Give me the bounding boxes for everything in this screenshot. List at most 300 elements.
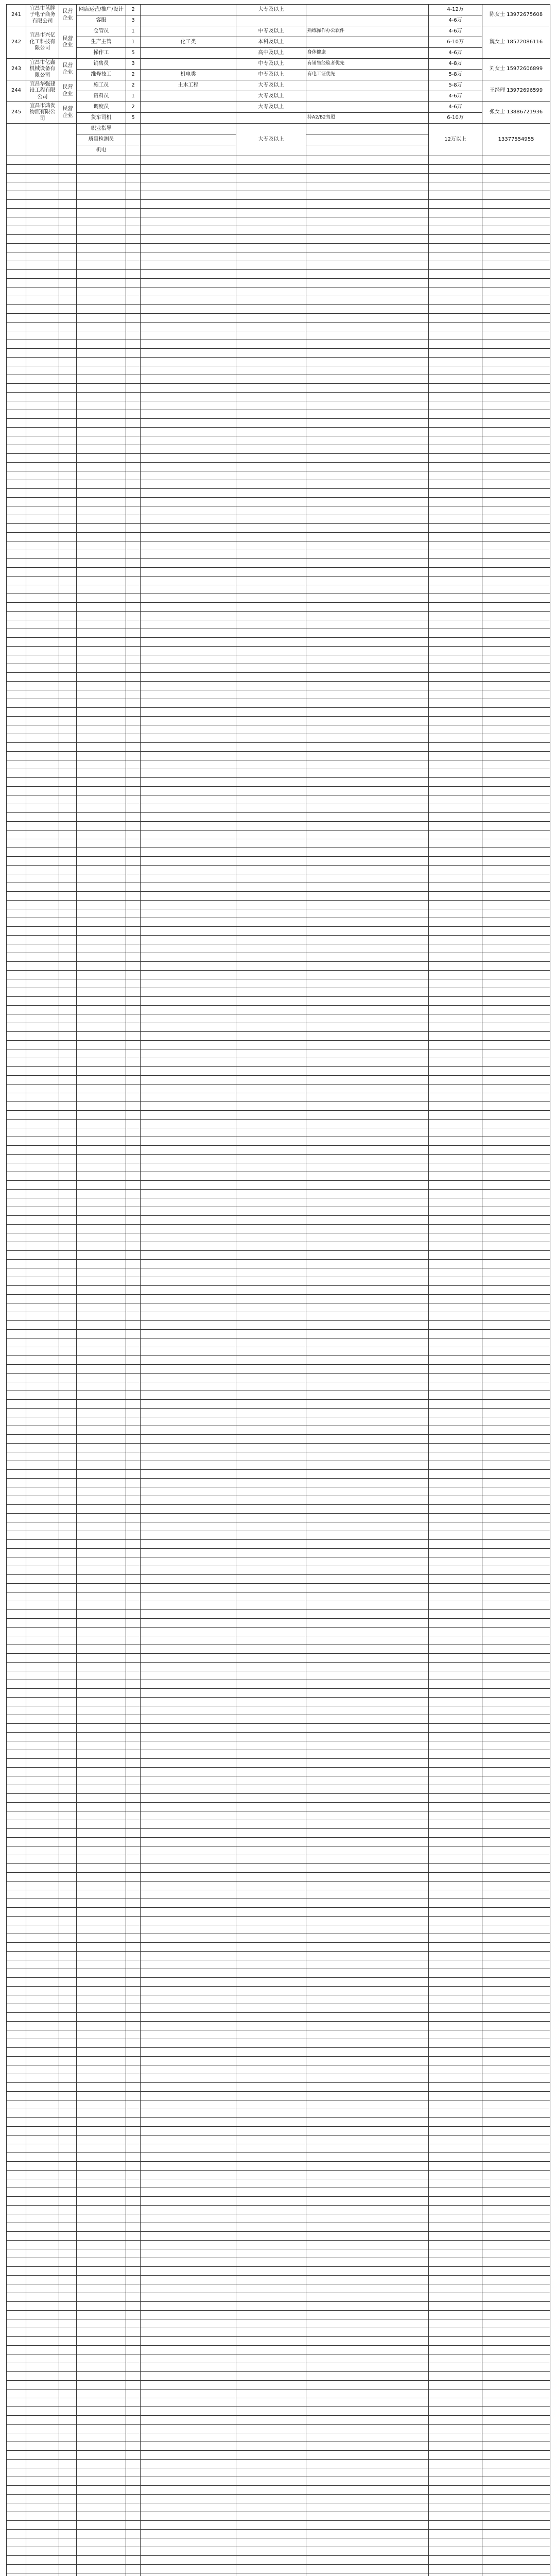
empty-cell — [429, 1960, 482, 1969]
empty-cell — [59, 2381, 77, 2389]
table-row — [7, 209, 550, 217]
table-row — [7, 2372, 550, 2381]
empty-cell — [306, 2565, 429, 2573]
empty-cell — [141, 1873, 236, 1882]
empty-cell — [59, 2538, 77, 2547]
empty-cell — [429, 848, 482, 857]
empty-cell — [7, 200, 26, 209]
empty-cell — [306, 1873, 429, 1882]
empty-cell — [141, 1706, 236, 1715]
empty-cell — [59, 498, 77, 506]
table-row — [7, 2241, 550, 2249]
empty-cell — [429, 1522, 482, 1531]
empty-cell — [429, 638, 482, 647]
empty-cell — [26, 655, 59, 664]
empty-cell — [77, 2389, 126, 2398]
empty-cell — [236, 2083, 306, 2092]
empty-cell — [7, 323, 26, 331]
table-row — [7, 1575, 550, 1584]
empty-cell — [126, 1741, 141, 1750]
empty-cell — [141, 2127, 236, 2136]
empty-cell — [236, 1076, 306, 1084]
empty-cell — [482, 1479, 550, 1487]
empty-cell — [77, 1908, 126, 1917]
empty-cell — [429, 769, 482, 778]
empty-cell — [141, 1496, 236, 1505]
empty-cell — [429, 2512, 482, 2521]
empty-cell — [306, 2171, 429, 2179]
empty-cell — [482, 331, 550, 340]
empty-cell — [482, 2092, 550, 2100]
empty-cell — [126, 1575, 141, 1584]
empty-cell — [429, 480, 482, 489]
empty-cell — [429, 1689, 482, 1698]
empty-cell — [26, 1207, 59, 1216]
table-row — [7, 1479, 550, 1487]
empty-cell — [306, 1943, 429, 1952]
empty-cell — [306, 1838, 429, 1846]
empty-cell — [141, 682, 236, 690]
empty-cell — [236, 1663, 306, 1671]
empty-cell — [429, 918, 482, 927]
empty-cell — [236, 594, 306, 603]
empty-cell — [7, 1846, 26, 1855]
empty-cell — [429, 1487, 482, 1496]
empty-cell — [126, 1049, 141, 1058]
table-row — [7, 603, 550, 612]
hiring-count: 2 — [126, 5, 141, 15]
empty-cell — [7, 577, 26, 585]
empty-cell — [236, 2547, 306, 2556]
empty-cell — [141, 226, 236, 235]
empty-cell — [236, 1619, 306, 1628]
empty-cell — [126, 1846, 141, 1855]
empty-cell — [306, 2468, 429, 2477]
table-row — [7, 1014, 550, 1023]
requirements — [306, 15, 429, 26]
empty-cell — [7, 1461, 26, 1470]
post-name: 职业指导 — [77, 124, 126, 134]
empty-cell — [7, 2258, 26, 2267]
hiring-count: 2 — [126, 70, 141, 80]
empty-cell — [26, 1023, 59, 1032]
empty-cell — [59, 1093, 77, 1102]
empty-cell — [7, 892, 26, 901]
table-row — [7, 1207, 550, 1216]
empty-cell — [141, 2100, 236, 2109]
empty-cell — [7, 664, 26, 673]
empty-cell — [236, 620, 306, 629]
empty-cell — [236, 2057, 306, 2065]
empty-cell — [59, 401, 77, 410]
empty-cell — [482, 366, 550, 375]
empty-cell — [126, 787, 141, 795]
empty-cell — [306, 1286, 429, 1295]
empty-cell — [141, 1846, 236, 1855]
empty-cell — [59, 1855, 77, 1864]
empty-cell — [141, 1347, 236, 1356]
empty-cell — [141, 2284, 236, 2293]
empty-cell — [59, 1041, 77, 1049]
empty-cell — [236, 174, 306, 182]
table-row — [7, 1610, 550, 1619]
empty-cell — [126, 2381, 141, 2389]
empty-cell — [429, 1514, 482, 1522]
empty-cell — [482, 1084, 550, 1093]
empty-cell — [59, 2530, 77, 2538]
empty-cell — [59, 1225, 77, 1233]
empty-cell — [7, 1794, 26, 1803]
empty-cell — [429, 962, 482, 971]
empty-cell — [126, 1198, 141, 1207]
empty-cell — [77, 165, 126, 174]
empty-cell — [77, 2381, 126, 2389]
empty-cell — [26, 2276, 59, 2284]
empty-cell — [429, 936, 482, 944]
empty-cell — [126, 2337, 141, 2346]
table-row — [7, 1321, 550, 1330]
empty-cell — [141, 261, 236, 270]
empty-cell — [77, 936, 126, 944]
empty-cell — [429, 1479, 482, 1487]
empty-cell — [26, 1592, 59, 1601]
table-row — [7, 2074, 550, 2083]
table-row — [7, 1505, 550, 1514]
empty-cell — [26, 2039, 59, 2048]
empty-cell — [482, 506, 550, 515]
empty-cell — [141, 2547, 236, 2556]
empty-cell — [236, 2022, 306, 2030]
empty-cell — [141, 1409, 236, 1417]
empty-cell — [141, 2013, 236, 2022]
table-row — [7, 2083, 550, 2092]
empty-cell — [77, 1400, 126, 1409]
empty-cell — [236, 1601, 306, 1610]
empty-cell — [77, 585, 126, 594]
empty-cell — [126, 1347, 141, 1356]
empty-cell — [7, 445, 26, 454]
empty-cell — [306, 2311, 429, 2319]
empty-cell — [429, 2293, 482, 2302]
empty-cell — [126, 1776, 141, 1785]
empty-cell — [77, 568, 126, 577]
empty-cell — [306, 349, 429, 358]
empty-cell — [77, 182, 126, 191]
empty-cell — [59, 2206, 77, 2214]
empty-cell — [141, 699, 236, 708]
empty-cell — [141, 1768, 236, 1776]
empty-cell — [77, 498, 126, 506]
empty-cell — [236, 778, 306, 787]
empty-cell — [59, 1146, 77, 1155]
requirements — [306, 124, 429, 134]
table-row — [7, 559, 550, 568]
empty-cell — [482, 1645, 550, 1654]
table-row — [7, 804, 550, 813]
empty-cell — [482, 944, 550, 953]
empty-cell — [26, 1882, 59, 1890]
empty-cell — [482, 1251, 550, 1260]
empty-cell — [59, 2092, 77, 2100]
empty-cell — [141, 1776, 236, 1785]
empty-cell — [482, 1338, 550, 1347]
empty-cell — [59, 480, 77, 489]
empty-cell — [59, 2004, 77, 2013]
empty-cell — [126, 1312, 141, 1321]
empty-cell — [482, 1750, 550, 1759]
empty-cell — [126, 2521, 141, 2530]
empty-cell — [306, 200, 429, 209]
empty-cell — [236, 1006, 306, 1014]
empty-cell — [126, 2451, 141, 2460]
empty-cell — [306, 1356, 429, 1365]
empty-cell — [306, 804, 429, 813]
empty-cell — [26, 752, 59, 760]
empty-cell — [482, 445, 550, 454]
empty-cell — [59, 2258, 77, 2267]
empty-cell — [59, 1925, 77, 1934]
empty-cell — [236, 1470, 306, 1479]
empty-cell — [59, 1303, 77, 1312]
empty-cell — [429, 2092, 482, 2100]
empty-cell — [59, 1207, 77, 1216]
empty-cell — [482, 200, 550, 209]
empty-cell — [482, 568, 550, 577]
empty-cell — [7, 848, 26, 857]
empty-cell — [26, 1155, 59, 1163]
table-row — [7, 1619, 550, 1628]
empty-cell — [482, 2381, 550, 2389]
major: 土木工程 — [141, 80, 236, 91]
empty-cell — [126, 436, 141, 445]
empty-cell — [59, 1058, 77, 1067]
empty-cell — [7, 1435, 26, 1444]
empty-cell — [236, 1636, 306, 1645]
empty-cell — [7, 813, 26, 822]
empty-cell — [429, 2022, 482, 2030]
empty-cell — [236, 1102, 306, 1111]
empty-cell — [7, 1960, 26, 1969]
empty-cell — [26, 1286, 59, 1295]
empty-cell — [141, 305, 236, 314]
empty-cell — [77, 892, 126, 901]
empty-cell — [236, 673, 306, 682]
empty-cell — [126, 1917, 141, 1925]
empty-cell — [126, 1540, 141, 1549]
empty-cell — [482, 1435, 550, 1444]
empty-cell — [429, 1952, 482, 1960]
empty-cell — [141, 156, 236, 165]
empty-cell — [236, 358, 306, 366]
empty-cell — [306, 1619, 429, 1628]
empty-cell — [59, 1347, 77, 1356]
empty-cell — [141, 1277, 236, 1286]
requirements — [306, 91, 429, 102]
empty-cell — [236, 2258, 306, 2267]
empty-cell — [126, 1216, 141, 1225]
empty-cell — [7, 1128, 26, 1137]
empty-cell — [77, 2065, 126, 2074]
empty-cell — [482, 1330, 550, 1338]
table-row — [7, 1128, 550, 1137]
empty-cell — [236, 2512, 306, 2521]
empty-cell — [306, 156, 429, 165]
empty-cell — [7, 1645, 26, 1654]
table-row — [7, 2530, 550, 2538]
empty-cell — [126, 2153, 141, 2162]
empty-cell — [429, 1505, 482, 1514]
empty-cell — [126, 2319, 141, 2328]
empty-cell — [429, 2530, 482, 2538]
empty-cell — [141, 892, 236, 901]
empty-cell — [126, 655, 141, 664]
empty-cell — [482, 2337, 550, 2346]
empty-cell — [26, 454, 59, 463]
empty-cell — [7, 1216, 26, 1225]
empty-cell — [482, 752, 550, 760]
empty-cell — [141, 1286, 236, 1295]
table-row — [7, 1601, 550, 1610]
empty-cell — [306, 2039, 429, 2048]
empty-cell — [7, 2057, 26, 2065]
empty-cell — [482, 1531, 550, 1540]
empty-cell — [77, 524, 126, 533]
empty-cell — [236, 2328, 306, 2337]
empty-cell — [26, 1987, 59, 1995]
empty-cell — [126, 2503, 141, 2512]
empty-cell — [126, 1470, 141, 1479]
empty-cell — [7, 2389, 26, 2398]
empty-cell — [7, 1987, 26, 1995]
empty-cell — [429, 1382, 482, 1391]
empty-cell — [7, 2293, 26, 2302]
empty-cell — [7, 725, 26, 734]
empty-cell — [306, 182, 429, 191]
empty-cell — [141, 1925, 236, 1934]
empty-cell — [126, 2398, 141, 2407]
empty-cell — [429, 1041, 482, 1049]
empty-cell — [482, 936, 550, 944]
empty-cell — [236, 1084, 306, 1093]
hiring-count — [126, 124, 141, 134]
empty-cell — [26, 725, 59, 734]
empty-cell — [306, 1531, 429, 1540]
empty-cell — [236, 1759, 306, 1768]
empty-cell — [141, 585, 236, 594]
empty-cell — [77, 1969, 126, 1978]
empty-cell — [59, 1426, 77, 1435]
empty-cell — [59, 2223, 77, 2232]
empty-cell — [306, 1663, 429, 1671]
empty-cell — [482, 2538, 550, 2547]
empty-cell — [59, 839, 77, 848]
empty-cell — [26, 1260, 59, 1268]
empty-cell — [141, 988, 236, 997]
empty-cell — [126, 1461, 141, 1470]
empty-cell — [306, 2337, 429, 2346]
empty-cell — [126, 1724, 141, 1733]
empty-cell — [482, 2302, 550, 2311]
empty-cell — [59, 1084, 77, 1093]
empty-cell — [126, 182, 141, 191]
empty-cell — [236, 1960, 306, 1969]
empty-cell — [429, 375, 482, 384]
empty-cell — [26, 1960, 59, 1969]
empty-cell — [306, 165, 429, 174]
empty-cell — [59, 1181, 77, 1190]
empty-cell — [236, 1155, 306, 1163]
table-row — [7, 2030, 550, 2039]
table-row — [7, 2486, 550, 2495]
empty-cell — [77, 506, 126, 515]
empty-cell — [7, 2433, 26, 2442]
empty-cell — [482, 1470, 550, 1479]
empty-cell — [236, 1137, 306, 1146]
empty-cell — [59, 2346, 77, 2354]
requirements: 有销售经验者优先 — [306, 59, 429, 70]
empty-cell — [306, 2389, 429, 2398]
empty-cell — [77, 1374, 126, 1382]
empty-cell — [7, 2337, 26, 2346]
empty-cell — [77, 235, 126, 244]
empty-cell — [77, 401, 126, 410]
empty-cell — [306, 673, 429, 682]
table-row — [7, 2538, 550, 2547]
empty-cell — [306, 2407, 429, 2416]
empty-cell — [59, 1102, 77, 1111]
empty-cell — [59, 1785, 77, 1794]
empty-cell — [306, 1680, 429, 1689]
empty-cell — [306, 1049, 429, 1058]
table-row — [7, 953, 550, 962]
empty-cell — [7, 1102, 26, 1111]
empty-cell — [141, 410, 236, 419]
empty-cell — [59, 2398, 77, 2407]
empty-cell — [141, 287, 236, 296]
empty-cell — [236, 2136, 306, 2144]
empty-cell — [482, 2512, 550, 2521]
empty-cell — [306, 655, 429, 664]
empty-cell — [7, 1347, 26, 1356]
empty-cell — [429, 1233, 482, 1242]
empty-cell — [482, 1312, 550, 1321]
empty-cell — [482, 1995, 550, 2004]
table-row — [7, 1689, 550, 1698]
empty-cell — [306, 1496, 429, 1505]
empty-cell — [429, 2503, 482, 2512]
empty-cell — [59, 1111, 77, 1120]
empty-cell — [482, 883, 550, 892]
empty-cell — [141, 2197, 236, 2206]
empty-cell — [126, 1619, 141, 1628]
empty-cell — [7, 2092, 26, 2100]
empty-cell — [429, 1006, 482, 1014]
empty-cell — [141, 1531, 236, 1540]
empty-cell — [126, 2258, 141, 2267]
empty-cell — [236, 813, 306, 822]
empty-cell — [429, 340, 482, 349]
empty-cell — [429, 1093, 482, 1102]
empty-cell — [482, 1400, 550, 1409]
empty-cell — [236, 690, 306, 699]
empty-cell — [482, 2486, 550, 2495]
empty-cell — [141, 1557, 236, 1566]
empty-cell — [26, 1636, 59, 1645]
empty-cell — [236, 489, 306, 498]
empty-cell — [59, 979, 77, 988]
empty-cell — [141, 2153, 236, 2162]
empty-cell — [77, 471, 126, 480]
